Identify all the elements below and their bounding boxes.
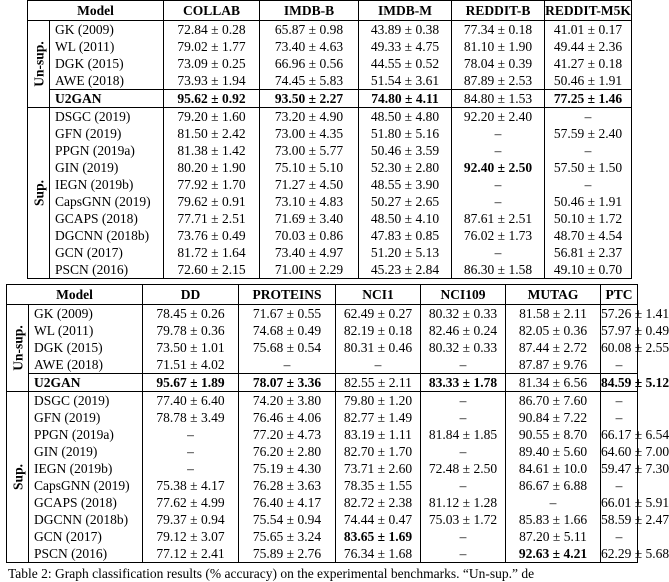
- model-name-cell: U2GAN: [29, 374, 143, 392]
- value-cell: 86.30 ± 1.58: [452, 261, 545, 279]
- value-cell: 50.10 ± 1.72: [545, 210, 632, 227]
- value-cell: 76.28 ± 3.63: [239, 477, 336, 494]
- value-cell: 84.61 ± 10.0: [506, 460, 601, 477]
- column-header-dataset: IMDB-M: [359, 1, 452, 21]
- value-cell: 73.00 ± 4.35: [260, 125, 359, 142]
- value-cell: 41.27 ± 0.18: [545, 55, 632, 72]
- model-name-cell: DGK (2015): [29, 339, 143, 356]
- value-cell: 77.71 ± 2.51: [164, 210, 260, 227]
- table-row: [7, 356, 638, 374]
- table-row: [28, 90, 632, 108]
- model-name-cell: IEGN (2019b): [50, 176, 164, 193]
- value-cell: 73.00 ± 5.77: [260, 142, 359, 159]
- value-cell: 75.54 ± 0.94: [239, 511, 336, 528]
- value-cell: 82.46 ± 0.24: [421, 322, 506, 339]
- value-cell: 82.19 ± 0.18: [336, 322, 421, 339]
- model-name-cell: GIN (2019): [50, 159, 164, 176]
- results-table-bio: [6, 284, 669, 563]
- value-cell: 77.62 ± 4.99: [143, 494, 239, 511]
- group-label-cell: [7, 392, 29, 563]
- value-cell: 82.77 ± 1.49: [336, 409, 421, 426]
- column-header-dataset: REDDIT-B: [452, 1, 545, 21]
- column-header-dataset: MUTAG: [506, 285, 601, 305]
- model-name-cell: AWE (2018): [50, 72, 164, 90]
- value-cell: 77.34 ± 0.18: [452, 21, 545, 39]
- table-row: [28, 176, 632, 193]
- value-cell: –: [545, 108, 632, 126]
- table-row: [28, 125, 632, 142]
- value-cell: 75.03 ± 1.72: [421, 511, 506, 528]
- value-cell: –: [601, 528, 638, 545]
- value-cell: 73.50 ± 1.01: [143, 339, 239, 356]
- value-cell: 73.71 ± 2.60: [336, 460, 421, 477]
- table-row: [7, 545, 638, 563]
- model-name-cell: GFN (2019): [29, 409, 143, 426]
- value-cell: 75.19 ± 4.30: [239, 460, 336, 477]
- model-name-cell: GIN (2019): [29, 443, 143, 460]
- table-row: [28, 244, 632, 261]
- table-row: [7, 511, 638, 528]
- value-cell: 87.87 ± 9.76: [506, 356, 601, 374]
- value-cell: 87.44 ± 2.72: [506, 339, 601, 356]
- value-cell: 73.76 ± 0.49: [164, 227, 260, 244]
- value-cell: 81.50 ± 2.42: [164, 125, 260, 142]
- model-name-cell: DSGC (2019): [50, 108, 164, 126]
- column-header-dataset: PTC: [601, 285, 638, 305]
- value-cell: 76.34 ± 1.68: [336, 545, 421, 563]
- value-cell: 83.33 ± 1.78: [421, 374, 506, 392]
- value-cell: 83.19 ± 1.11: [336, 426, 421, 443]
- value-cell: 51.54 ± 3.61: [359, 72, 452, 90]
- table-header-row: [7, 285, 638, 305]
- value-cell: 79.02 ± 1.77: [164, 38, 260, 55]
- group-label: Sup.: [31, 180, 46, 206]
- value-cell: –: [143, 460, 239, 477]
- value-cell: 87.20 ± 5.11: [506, 528, 601, 545]
- table-row: [7, 339, 638, 356]
- value-cell: 79.80 ± 1.20: [336, 392, 421, 410]
- value-cell: 84.59 ± 5.12: [601, 375, 669, 390]
- model-name-cell: GCAPS (2018): [50, 210, 164, 227]
- value-cell: 83.65 ± 1.69: [336, 528, 421, 545]
- table-row: [7, 460, 638, 477]
- value-cell: 92.63 ± 4.21: [506, 545, 601, 563]
- value-cell: 74.20 ± 3.80: [239, 392, 336, 410]
- value-cell: 82.70 ± 1.70: [336, 443, 421, 460]
- model-name-cell: DGCNN (2018b): [50, 227, 164, 244]
- table-row: [28, 193, 632, 210]
- value-cell: 60.08 ± 2.55: [601, 340, 669, 355]
- value-cell: 78.45 ± 0.26: [143, 305, 239, 323]
- value-cell: 41.01 ± 0.17: [545, 21, 632, 39]
- value-cell: 76.46 ± 4.06: [239, 409, 336, 426]
- value-cell: 84.80 ± 1.53: [452, 90, 545, 108]
- value-cell: 45.23 ± 2.84: [359, 261, 452, 279]
- model-name-cell: GCAPS (2018): [29, 494, 143, 511]
- table-row: [7, 374, 638, 392]
- value-cell: 70.03 ± 0.86: [260, 227, 359, 244]
- value-cell: 48.50 ± 4.80: [359, 108, 452, 126]
- model-name-cell: DGK (2015): [50, 55, 164, 72]
- column-header-model: Model: [28, 1, 164, 21]
- value-cell: 82.72 ± 2.38: [336, 494, 421, 511]
- value-cell: 79.12 ± 3.07: [143, 528, 239, 545]
- column-header-dataset: NCI109: [421, 285, 506, 305]
- value-cell: 81.34 ± 6.56: [506, 374, 601, 392]
- value-cell: 81.12 ± 1.28: [421, 494, 506, 511]
- value-cell: 50.46 ± 1.91: [545, 193, 632, 210]
- value-cell: –: [421, 443, 506, 460]
- group-label-cell: [28, 21, 50, 108]
- value-cell: 50.27 ± 2.65: [359, 193, 452, 210]
- table-row: [7, 426, 638, 443]
- table-row: [7, 477, 638, 494]
- column-header-model: Model: [7, 285, 143, 305]
- value-cell: 74.80 ± 4.11: [359, 90, 452, 108]
- column-header-dataset: REDDIT-M5K: [545, 1, 632, 21]
- value-cell: 81.58 ± 2.11: [506, 305, 601, 323]
- value-cell: 52.30 ± 2.80: [359, 159, 452, 176]
- value-cell: 82.05 ± 0.36: [506, 322, 601, 339]
- value-cell: 75.65 ± 3.24: [239, 528, 336, 545]
- model-name-cell: WL (2011): [50, 38, 164, 55]
- value-cell: –: [545, 142, 632, 159]
- value-cell: –: [545, 176, 632, 193]
- column-header-dataset: COLLAB: [164, 1, 260, 21]
- value-cell: 77.40 ± 6.40: [143, 392, 239, 410]
- table-row: [7, 494, 638, 511]
- value-cell: –: [601, 477, 638, 494]
- table-row: [28, 261, 632, 279]
- model-name-cell: U2GAN: [50, 90, 164, 108]
- model-name-cell: GK (2009): [50, 21, 164, 39]
- value-cell: 48.55 ± 3.90: [359, 176, 452, 193]
- value-cell: 47.83 ± 0.85: [359, 227, 452, 244]
- value-cell: 72.84 ± 0.28: [164, 21, 260, 39]
- column-header-dataset: PROTEINS: [239, 285, 336, 305]
- value-cell: 77.92 ± 1.70: [164, 176, 260, 193]
- value-cell: –: [336, 356, 421, 374]
- table-row: [7, 443, 638, 460]
- value-cell: –: [421, 545, 506, 563]
- value-cell: 73.10 ± 4.83: [260, 193, 359, 210]
- value-cell: 73.93 ± 1.94: [164, 72, 260, 90]
- group-label: Un-sup.: [31, 41, 46, 87]
- table-row: [28, 55, 632, 72]
- value-cell: 75.38 ± 4.17: [143, 477, 239, 494]
- table-row: [28, 142, 632, 159]
- value-cell: 73.40 ± 4.97: [260, 244, 359, 261]
- model-name-cell: PPGN (2019a): [29, 426, 143, 443]
- value-cell: 74.44 ± 0.47: [336, 511, 421, 528]
- value-cell: 49.10 ± 0.70: [545, 261, 632, 279]
- table-row: [7, 392, 638, 410]
- value-cell: 75.10 ± 5.10: [260, 159, 359, 176]
- value-cell: 80.20 ± 1.90: [164, 159, 260, 176]
- value-cell: 51.20 ± 5.13: [359, 244, 452, 261]
- value-cell: 57.97 ± 0.49: [601, 323, 669, 338]
- value-cell: 93.50 ± 2.27: [260, 90, 359, 108]
- model-name-cell: WL (2011): [29, 322, 143, 339]
- value-cell: 92.20 ± 2.40: [452, 108, 545, 126]
- value-cell: –: [452, 125, 545, 142]
- group-label-cell: [28, 108, 50, 279]
- value-cell: 57.26 ± 1.41: [601, 306, 669, 321]
- value-cell: 80.32 ± 0.33: [421, 305, 506, 323]
- value-cell: –: [421, 528, 506, 545]
- model-name-cell: CapsGNN (2019): [29, 477, 143, 494]
- group-label-cell: [7, 305, 29, 392]
- value-cell: 62.49 ± 0.27: [336, 305, 421, 323]
- value-cell: 80.32 ± 0.33: [421, 339, 506, 356]
- model-name-cell: IEGN (2019b): [29, 460, 143, 477]
- value-cell: 72.60 ± 2.15: [164, 261, 260, 279]
- table-row: [28, 227, 632, 244]
- value-cell: 78.78 ± 3.49: [143, 409, 239, 426]
- column-header-dataset: NCI1: [336, 285, 421, 305]
- table-row: [7, 528, 638, 545]
- value-cell: 74.45 ± 5.83: [260, 72, 359, 90]
- value-cell: –: [239, 356, 336, 374]
- value-cell: 57.50 ± 1.50: [545, 159, 632, 176]
- results-table-social: [27, 0, 632, 279]
- table-caption: Table 2: Graph classification results (% accuracy) on the experimental benchmarks. “Un-sup.” de: [8, 566, 535, 581]
- column-header-dataset: DD: [143, 285, 239, 305]
- model-name-cell: PSCN (2016): [50, 261, 164, 279]
- value-cell: 90.55 ± 8.70: [506, 426, 601, 443]
- value-cell: 86.67 ± 6.88: [506, 477, 601, 494]
- value-cell: 71.51 ± 4.02: [143, 356, 239, 374]
- model-name-cell: GCN (2017): [29, 528, 143, 545]
- value-cell: 79.20 ± 1.60: [164, 108, 260, 126]
- value-cell: –: [601, 409, 638, 426]
- value-cell: 73.40 ± 4.63: [260, 38, 359, 55]
- value-cell: 81.84 ± 1.85: [421, 426, 506, 443]
- value-cell: 49.44 ± 2.36: [545, 38, 632, 55]
- model-name-cell: DSGC (2019): [29, 392, 143, 410]
- value-cell: –: [601, 392, 638, 410]
- table-row: [28, 38, 632, 55]
- value-cell: 92.40 ± 2.50: [452, 159, 545, 176]
- value-cell: 90.84 ± 7.22: [506, 409, 601, 426]
- value-cell: 44.55 ± 0.52: [359, 55, 452, 72]
- value-cell: 48.50 ± 4.10: [359, 210, 452, 227]
- value-cell: 76.40 ± 4.17: [239, 494, 336, 511]
- table-row: [7, 409, 638, 426]
- value-cell: 78.04 ± 0.39: [452, 55, 545, 72]
- value-cell: –: [421, 356, 506, 374]
- table-row: [28, 159, 632, 176]
- value-cell: 87.89 ± 2.53: [452, 72, 545, 90]
- value-cell: 85.83 ± 1.66: [506, 511, 601, 528]
- value-cell: 75.68 ± 0.54: [239, 339, 336, 356]
- value-cell: 65.87 ± 0.98: [260, 21, 359, 39]
- model-name-cell: PSCN (2016): [29, 545, 143, 563]
- value-cell: 59.47 ± 7.30: [601, 461, 669, 476]
- value-cell: 86.70 ± 7.60: [506, 392, 601, 410]
- value-cell: 89.40 ± 5.60: [506, 443, 601, 460]
- value-cell: –: [452, 244, 545, 261]
- value-cell: –: [506, 494, 601, 511]
- value-cell: –: [143, 443, 239, 460]
- value-cell: 95.62 ± 0.92: [164, 90, 260, 108]
- value-cell: 71.00 ± 2.29: [260, 261, 359, 279]
- value-cell: –: [452, 142, 545, 159]
- value-cell: 82.55 ± 2.11: [336, 374, 421, 392]
- value-cell: 51.80 ± 5.16: [359, 125, 452, 142]
- value-cell: 79.37 ± 0.94: [143, 511, 239, 528]
- value-cell: –: [452, 193, 545, 210]
- model-name-cell: PPGN (2019a): [50, 142, 164, 159]
- table-header-row: [28, 1, 632, 21]
- table-row: [28, 72, 632, 90]
- value-cell: 73.09 ± 0.25: [164, 55, 260, 72]
- table-row: [28, 21, 632, 39]
- value-cell: 78.35 ± 1.55: [336, 477, 421, 494]
- value-cell: 80.31 ± 0.46: [336, 339, 421, 356]
- value-cell: 66.01 ± 5.91: [601, 495, 669, 510]
- value-cell: 56.81 ± 2.37: [545, 244, 632, 261]
- table-row: [7, 305, 638, 323]
- value-cell: 57.59 ± 2.40: [545, 125, 632, 142]
- value-cell: –: [143, 426, 239, 443]
- value-cell: –: [452, 176, 545, 193]
- group-label: Un-sup.: [10, 325, 25, 371]
- value-cell: 77.12 ± 2.41: [143, 545, 239, 563]
- value-cell: 81.72 ± 1.64: [164, 244, 260, 261]
- value-cell: 66.96 ± 0.56: [260, 55, 359, 72]
- value-cell: 76.02 ± 1.73: [452, 227, 545, 244]
- value-cell: –: [421, 477, 506, 494]
- value-cell: 49.33 ± 4.75: [359, 38, 452, 55]
- value-cell: 81.10 ± 1.90: [452, 38, 545, 55]
- value-cell: 81.38 ± 1.42: [164, 142, 260, 159]
- value-cell: –: [421, 392, 506, 410]
- value-cell: 43.89 ± 0.38: [359, 21, 452, 39]
- value-cell: 78.07 ± 3.36: [239, 374, 336, 392]
- model-name-cell: DGCNN (2018b): [29, 511, 143, 528]
- table-row: [28, 108, 632, 126]
- value-cell: –: [601, 356, 638, 374]
- column-header-dataset: IMDB-B: [260, 1, 359, 21]
- value-cell: 48.70 ± 4.54: [545, 227, 632, 244]
- table-row: [28, 210, 632, 227]
- value-cell: 95.67 ± 1.89: [143, 374, 239, 392]
- value-cell: 50.46 ± 1.91: [545, 72, 632, 90]
- value-cell: 58.59 ± 2.47: [601, 512, 669, 527]
- value-cell: 72.48 ± 2.50: [421, 460, 506, 477]
- value-cell: 79.78 ± 0.36: [143, 322, 239, 339]
- value-cell: 77.25 ± 1.46: [545, 90, 632, 108]
- table-row: [7, 322, 638, 339]
- value-cell: 73.20 ± 4.90: [260, 108, 359, 126]
- value-cell: –: [421, 409, 506, 426]
- value-cell: 62.29 ± 5.68: [601, 546, 669, 561]
- value-cell: 74.68 ± 0.49: [239, 322, 336, 339]
- value-cell: 77.20 ± 4.73: [239, 426, 336, 443]
- value-cell: 71.69 ± 3.40: [260, 210, 359, 227]
- value-cell: 76.20 ± 2.80: [239, 443, 336, 460]
- model-name-cell: GFN (2019): [50, 125, 164, 142]
- value-cell: 66.17 ± 6.54: [601, 427, 669, 442]
- value-cell: 64.60 ± 7.00: [601, 444, 669, 459]
- model-name-cell: GK (2009): [29, 305, 143, 323]
- value-cell: 71.27 ± 4.50: [260, 176, 359, 193]
- value-cell: 87.61 ± 2.51: [452, 210, 545, 227]
- value-cell: 75.89 ± 2.76: [239, 545, 336, 563]
- model-name-cell: AWE (2018): [29, 356, 143, 374]
- model-name-cell: CapsGNN (2019): [50, 193, 164, 210]
- group-label: Sup.: [10, 464, 25, 490]
- value-cell: 79.62 ± 0.91: [164, 193, 260, 210]
- model-name-cell: GCN (2017): [50, 244, 164, 261]
- value-cell: 50.46 ± 3.59: [359, 142, 452, 159]
- value-cell: 71.67 ± 0.55: [239, 305, 336, 323]
